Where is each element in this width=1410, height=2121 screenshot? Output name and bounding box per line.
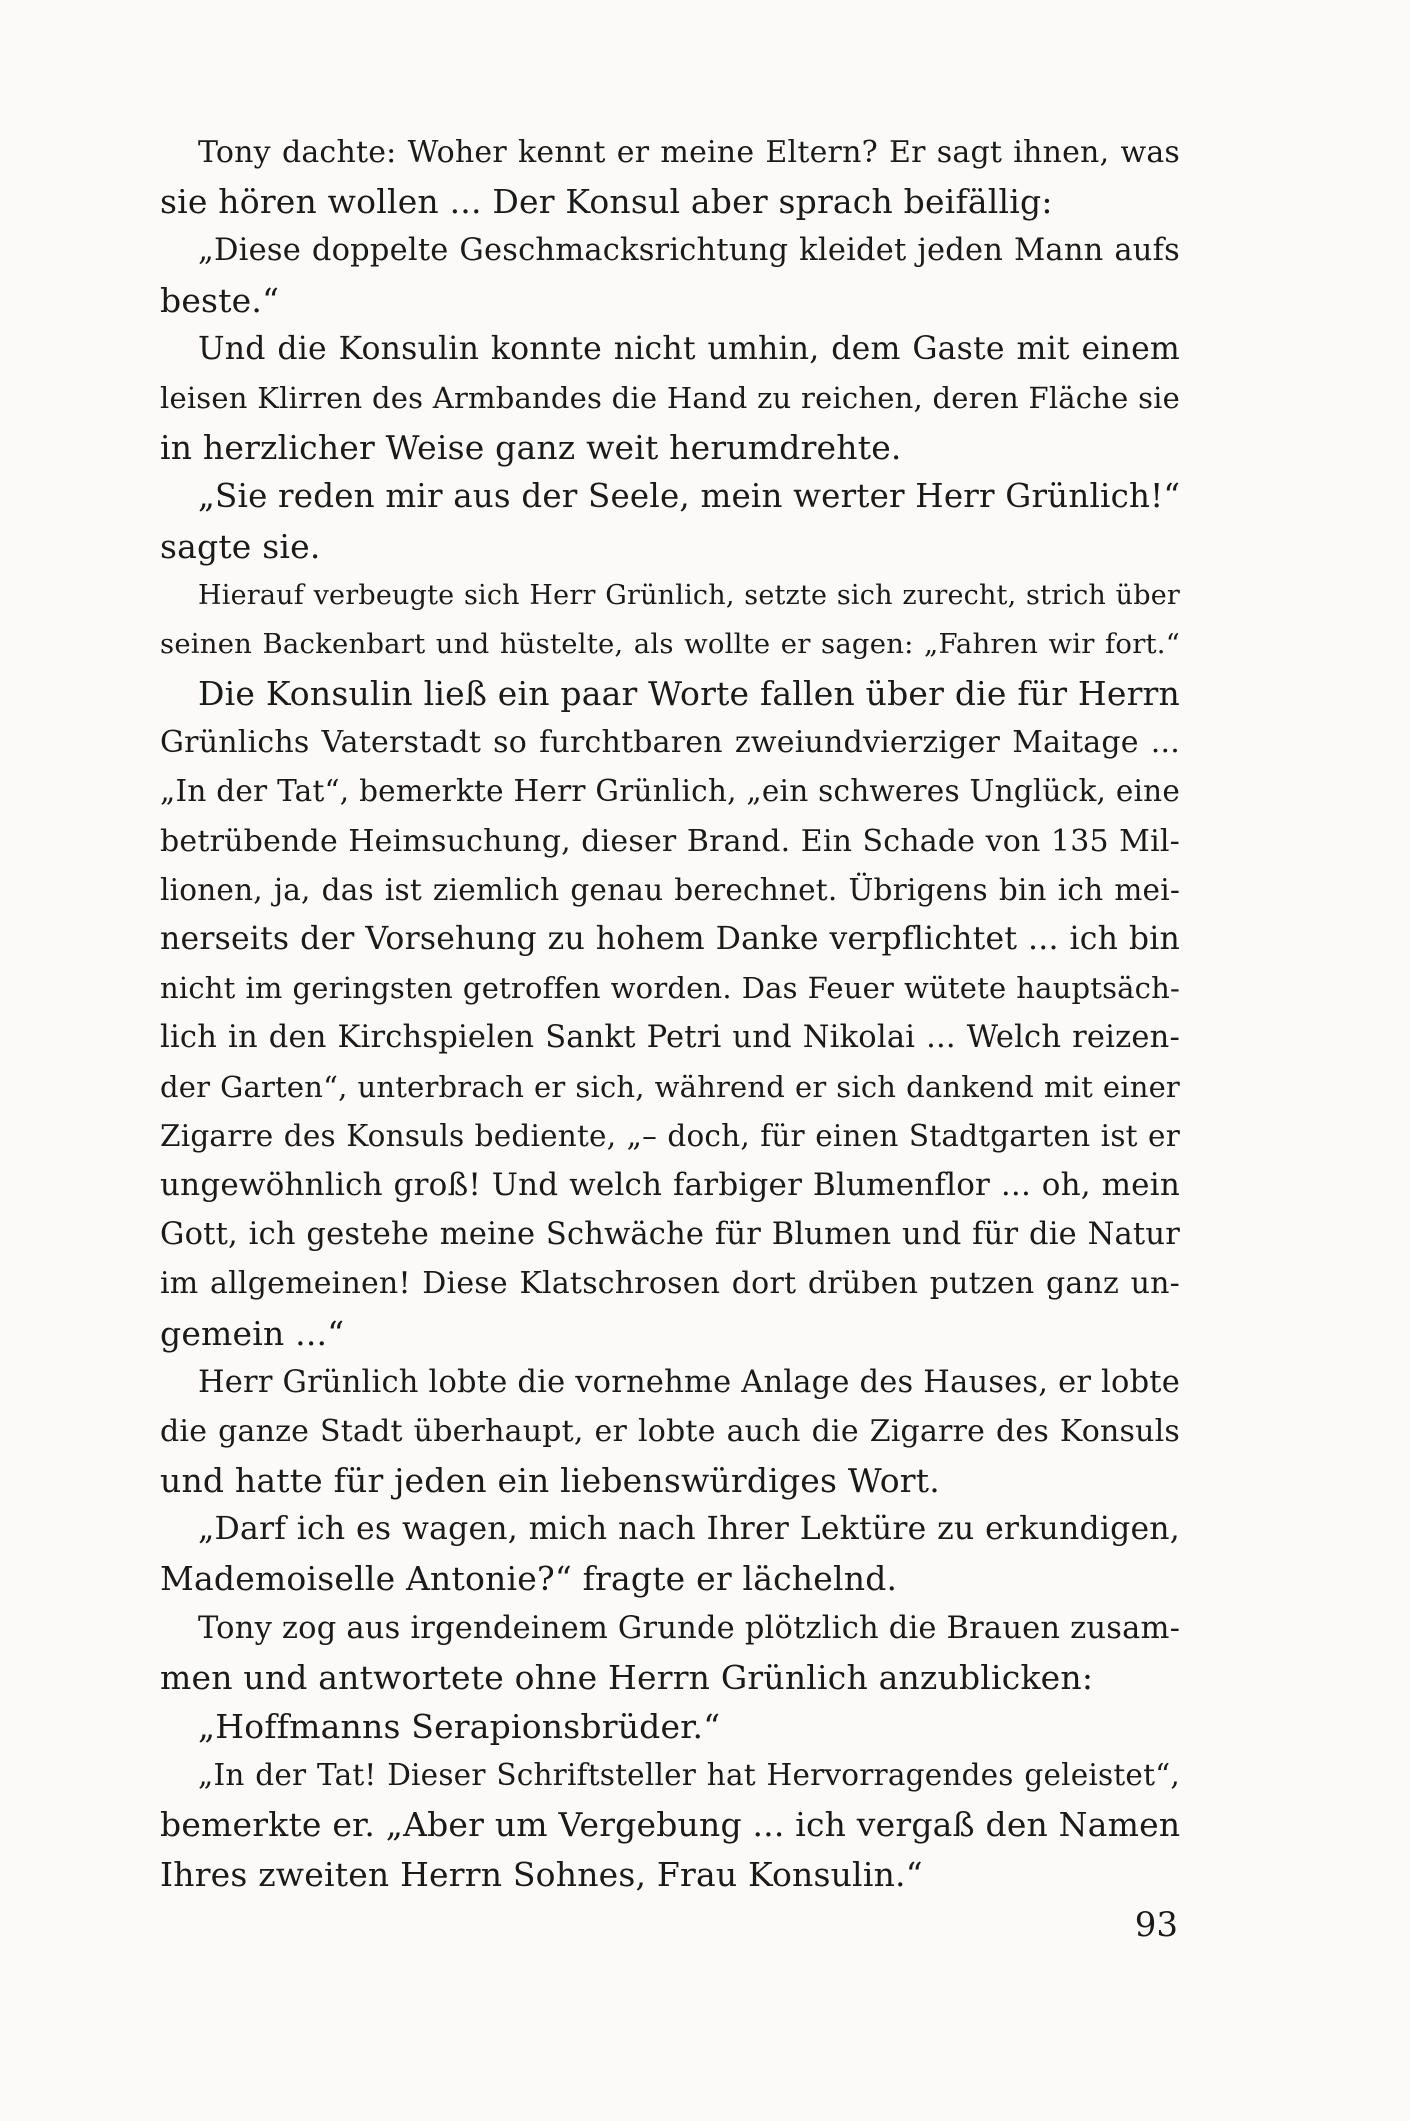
text-line: Tony zog aus irgendeinem Grunde plötzlich die Brauen zusam- [198, 1610, 1181, 1646]
text-line: im allgemeinen! Diese Klatschrosen dort drüben putzen ganz un- [160, 1266, 1180, 1302]
text-line: Ihres zweiten Herrn Sohnes, Frau Konsulin.“ [160, 1854, 923, 1894]
page-number: 93 [1134, 1905, 1178, 1945]
text-line: nerseits der Vorsehung zu hohem Danke verpflichtet ... ich bin [160, 921, 1180, 957]
text-line: Tony dachte: Woher kennt er meine Eltern? Er sagt ihnen, was [198, 135, 1180, 170]
text-line: „Diese doppelte Geschmacksrichtung kleidet jeden Mann aufs [198, 233, 1180, 269]
text-line: Grünlichs Vaterstadt so furchtbaren zweiundvierziger Maitage ... [160, 725, 1180, 761]
text-line: betrübende Heimsuchung, dieser Brand. Ein Schade von 135 Mil- [160, 823, 1180, 859]
text-line: Herr Grünlich lobte die vornehme Anlage des Hauses, er lobte [198, 1364, 1180, 1400]
text-line: nicht im geringsten getroffen worden. Das Feuer wütete hauptsäch- [160, 971, 1180, 1006]
text-line: und hatte für jeden ein liebenswürdiges Wort. [160, 1461, 940, 1501]
text-line: „Darf ich es wagen, mich nach Ihrer Lektüre zu erkundigen, [198, 1511, 1180, 1548]
text-line: Zigarre des Konsuls bediente, „– doch, für einen Stadtgarten ist er [160, 1118, 1180, 1153]
text-line: Hierauf verbeugte sich Herr Grünlich, setzte sich zurecht, strich über [198, 579, 1180, 611]
text-line: leisen Klirren des Armbandes die Hand zu reichen, deren Fläche sie [160, 380, 1180, 415]
text-line: „Sie reden mir aus der Seele, mein werter Herr Grünlich!“ [198, 477, 1181, 516]
text-line: lionen, ja, das ist ziemlich genau berechnet. Übrigens bin ich mei- [160, 872, 1180, 907]
text-line: „In der Tat“, bemerkte Herr Grünlich, „ein schweres Unglück, eine [160, 774, 1180, 809]
text-line: der Garten“, unterbrach er sich, während er sich dankend mit einer [160, 1069, 1180, 1104]
text-line: beste.“ [160, 280, 280, 320]
text-line: bemerkte er. „Aber um Vergebung ... ich vergaß den Namen [160, 1805, 1181, 1845]
text-line: lich in den Kirchspielen Sankt Petri und Nikolai ... Welch reizen- [160, 1020, 1180, 1056]
text-line: Und die Konsulin konnte nicht umhin, dem Gaste mit einem [198, 330, 1180, 367]
text-line: sagte sie. [160, 526, 321, 566]
text-line: die ganze Stadt überhaupt, er lobte auch die Zigarre des Konsuls [160, 1413, 1180, 1449]
text-line: Mademoiselle Antonie?“ fragte er lächelnd. [160, 1559, 898, 1599]
text-line: in herzlicher Weise ganz weit herumdrehte. [160, 428, 902, 468]
text-line: ungewöhnlich groß! Und welch farbiger Blumenflor ... oh, mein [160, 1166, 1180, 1203]
text-line: „In der Tat! Dieser Schriftsteller hat Hervorragendes geleistet“, [198, 1758, 1180, 1793]
body-text [160, 128, 1180, 1899]
text-line: gemein ...“ [160, 1313, 345, 1353]
text-line: „Hoffmanns Serapionsbrüder.“ [198, 1707, 721, 1746]
text-line: Gott, ich gestehe meine Schwäche für Blumen und für die Natur [160, 1217, 1180, 1253]
text-line: Die Konsulin ließ ein paar Worte fallen über die für Herrn [198, 674, 1180, 714]
text-line: sie hören wollen ... Der Konsul aber sprach beifällig: [160, 182, 1053, 222]
text-line: seinen Backenbart und hüstelte, als wollte er sagen: „Fahren wir fort.“ [160, 627, 1180, 660]
text-line: men und antwortete ohne Herrn Grünlich anzublicken: [160, 1657, 1094, 1697]
